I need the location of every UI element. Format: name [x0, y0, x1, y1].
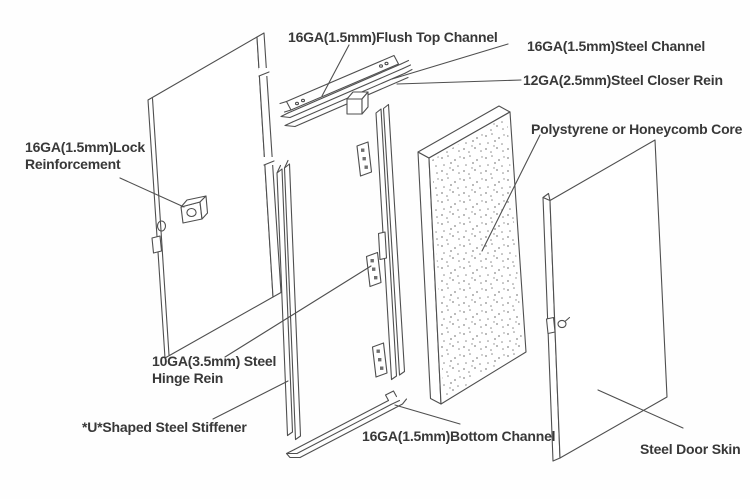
bottom-channel: [287, 391, 407, 458]
back-door-skin-panel: [148, 33, 281, 358]
label-closer-rein: 12GA(2.5mm)Steel Closer Rein: [523, 72, 723, 88]
closer-reinforcement-block: [347, 92, 368, 114]
label-flush-top-channel: 16GA(1.5mm)Flush Top Channel: [288, 29, 498, 45]
hinge-stiffener: [376, 105, 405, 380]
top-channel-assembly: [280, 56, 412, 127]
label-bottom-channel: 16GA(1.5mm)Bottom Channel: [362, 428, 556, 444]
u-shaped-stiffener: [277, 161, 301, 440]
label-hinge-rein: 10GA(3.5mm) Steel Hinge Rein: [152, 353, 277, 387]
label-u-stiffener: *U*Shaped Steel Stiffener: [82, 419, 247, 435]
label-door-skin: Steel Door Skin: [640, 441, 741, 457]
label-lock-reinforcement: 16GA(1.5mm)Lock Reinforcement: [25, 139, 145, 173]
label-core: Polystyrene or Honeycomb Core: [531, 121, 743, 137]
label-steel-channel: 16GA(1.5mm)Steel Channel: [527, 38, 706, 54]
honeycomb-core-panel: [418, 106, 526, 404]
